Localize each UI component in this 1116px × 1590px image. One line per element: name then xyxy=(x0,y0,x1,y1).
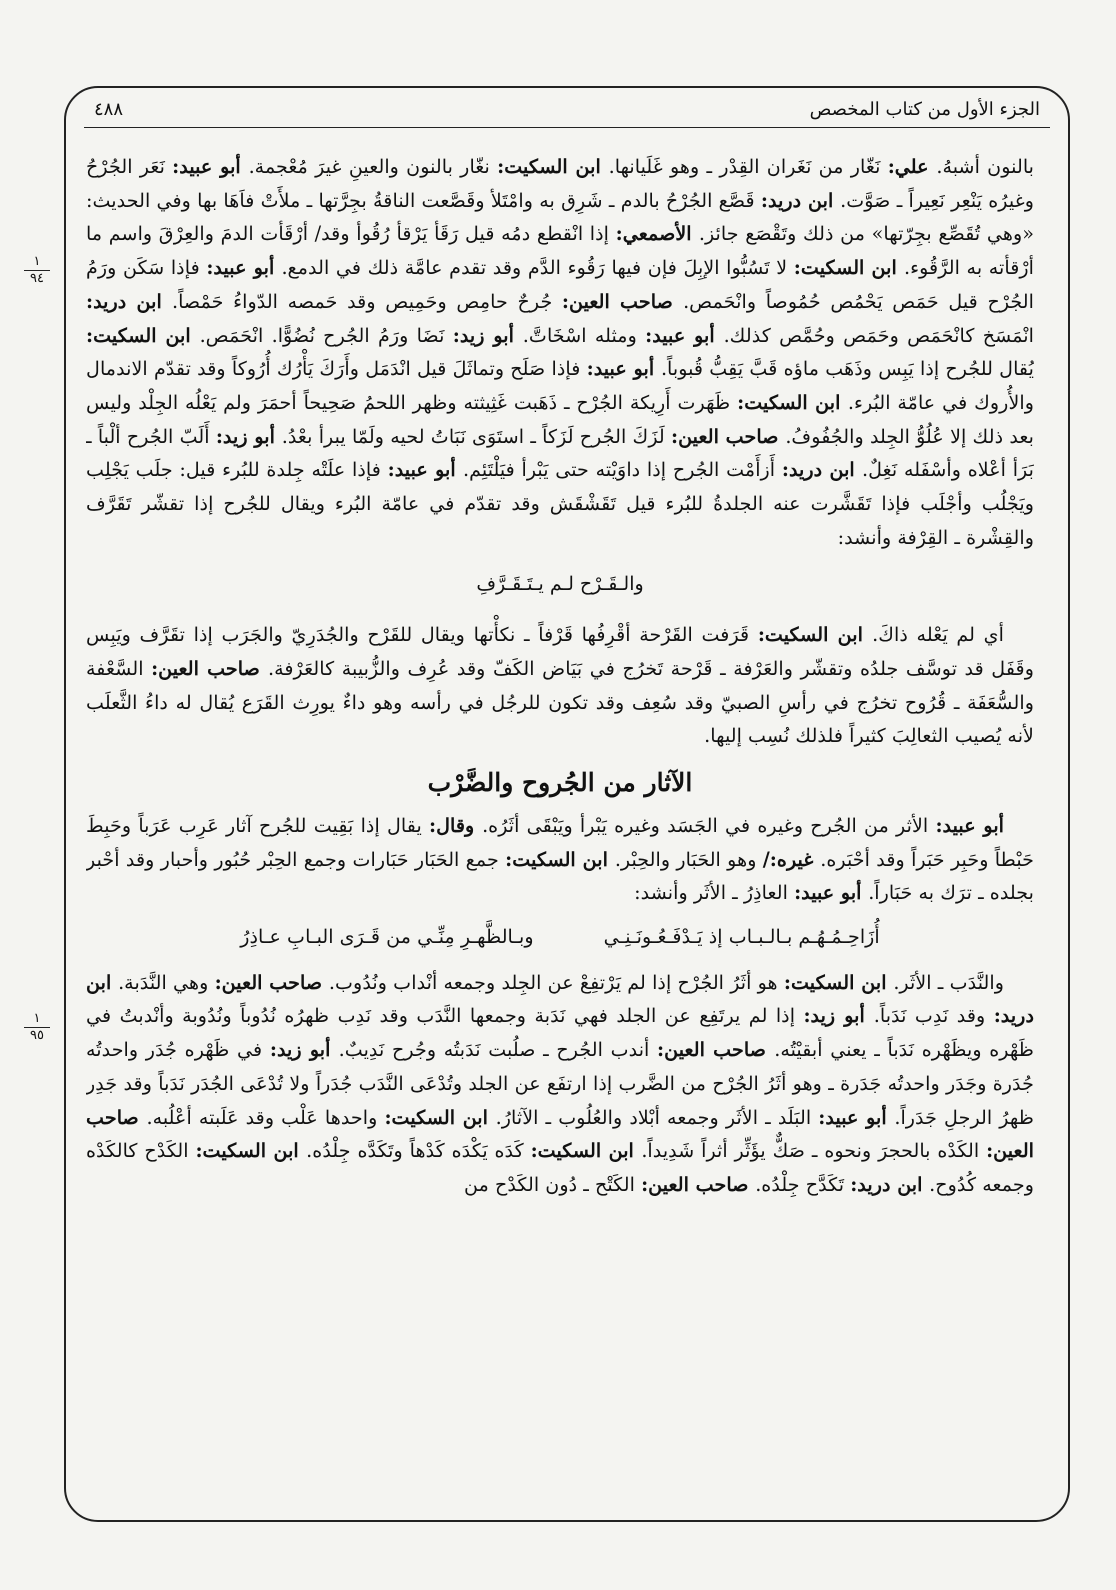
text-run: ومثله اسْخَاتَّ. xyxy=(522,323,646,347)
hemistich-first: أُزَاحِـمُـهُـم بـالـبـاب إذ يَـدْفَـعُـونَـنِـي xyxy=(603,925,880,949)
text-run: العاذِرُ ـ الأثَر وأنشد: xyxy=(634,881,795,905)
text-run: البَلَد ـ الأثَر وجمعه أبْلاد والعُلُوب ـ الآثارُ. xyxy=(495,1105,819,1129)
text-run: فإذا علَتْه جِلدة للبُرء قيل: جلَب يَجْلِب ويَجْلُب وأجْلَب فإذا تَقَشَّرت عنه الجلدةُ للبُرء قيل تَقَشْقَش وقد تقدّم في عامّة البُرء ويقال للجُرح إذا تقشّر تَقَرَّف والقِشْرة ـ القِرْفة وأنشد: xyxy=(86,458,1034,549)
text-run: جُرحٌ حامِص وحَمِيص وقد حَمصه الدّواءُ حَمْصاً. xyxy=(171,289,562,313)
speaker-name: ابن السكيت: xyxy=(384,1105,496,1129)
text-run: الكَدْه بالحجرَ ونحوه ـ صَكٌّ يؤَثِّر أثراً شَدِيداً. xyxy=(641,1139,987,1163)
speaker-name: ابن السكيت: xyxy=(783,970,894,994)
paragraph xyxy=(86,809,1034,910)
text-run: إذا انْقطع دمُه قيل رَقَأ يَرْقأ رُقُوأ وقد/ أرْقَأت الدمَ والعِرْقَ واسم ما أرْقأته به الرَّقُوء. xyxy=(86,222,1034,280)
text-run: قَصَّع الجُرْحُ بالدم ـ شَرِق به وامْتَلأ وقَصَّعت الناقةُ بجِرَّتها ـ ملأَتْ فاَهَا بها وفي الحديث: «وهي تُقَصِّع بجِرّتها» من ذلك وتَقْصَع جائز. xyxy=(86,188,1034,246)
margin-marker-95 xyxy=(22,1012,52,1043)
text-run: وهو الحَبَار والحِبْر. xyxy=(614,847,763,871)
speaker-name: ابن دريد: xyxy=(86,289,172,313)
text-run: أندب الجُرح ـ صلُبت نَدَبتُه وجُرح نَدِيبٌ. xyxy=(338,1038,658,1062)
speaker-name: علي: xyxy=(887,155,937,178)
text-run: واحدها عَلْب وقد عَلَبته أعْلُبه. xyxy=(146,1105,385,1129)
speaker-name: أبو زيد: xyxy=(269,1038,339,1062)
speaker-name: أبو عبيد: xyxy=(794,881,869,905)
speaker-name: ابن دريد: xyxy=(850,1172,930,1196)
speaker-name: ابن السكيت: xyxy=(757,623,873,647)
paragraph xyxy=(86,618,1034,753)
text-run: الكَدْح كالكَدْه وجمعه كُدُوح. xyxy=(86,1139,1034,1196)
speaker-name: أبو عبيد: xyxy=(818,1105,895,1129)
speaker-name: صاحب العين: xyxy=(670,424,786,448)
paragraph xyxy=(86,966,1034,1202)
speaker-name: ابن السكيت: xyxy=(793,256,904,280)
text-run: في ظَهْره جُدَر واحدتُه جُدَرة وجَدَر واحدتُه جَدَرة ـ وهو أثَرُ الجُرْح من الضَّرب إذا ارتفَع عن الجلد وتُدْعَى النَّدَب جُدَراً ولا تُدْعَى الجُدَر نَدَباً وقد جَدِر ظهرُ الرجلِ جَدَراً. xyxy=(86,1038,1034,1129)
running-header xyxy=(84,92,1050,128)
speaker-name: أبو عبيد: xyxy=(586,357,661,381)
text-run: لَزَكَ الجُرح لَزَكاً ـ استَوَى نَبَاتُ لحيه ولَمّا يبرأ بعْدُ. xyxy=(281,424,671,448)
text-run: أَزأَمْت الجُرح إذا داوَيْته حتى يَبْرأ فيَلْتَئِم. xyxy=(463,458,782,482)
text-run: إذا لم يرتَفِع عن الجلد فهي نَدَبة وجمعها النَّدَب وقد نَدِب ظهرُه نُدُوباً ونُدُوبة وأنْدبتُ في ظَهْره ويظَهْره نَدَباً ـ يعني أبقيْتُه. xyxy=(86,1004,1034,1062)
text-run: نَضَا ورَمُ الجُرح نُضُوًّا. انْحَمَص. xyxy=(199,323,453,347)
speaker-name: أبو عبيد: xyxy=(387,458,464,482)
text-run: أي لم يَعْله ذاكَ. xyxy=(872,623,1004,647)
text-run: هو أثَرُ الجُرْح إذا لم يَرْتفِعْ عن الجِلد وجمعه أنْداب ونُدُوب. xyxy=(328,970,784,994)
main-text xyxy=(86,150,1034,1500)
text-run: تَكَدَّح جِلْدُه. xyxy=(755,1172,851,1196)
speaker-name: أبو زيد: xyxy=(452,323,523,347)
text-run: ظَهَرت أَرِيكة الجُرْح ـ ذَهَبت غَثِيثته وظهر اللحمُ صَحِيحاً أحمَرَ ولم يَعْلُه الجِلْد وليس بعد ذلك إلا عُلُوُّ الجِلد والجُفُوفُ. xyxy=(86,390,1034,448)
header-title: الجزء الأول من كتاب المخصص xyxy=(809,99,1040,120)
speaker-name: ابن السكيت: xyxy=(530,1139,642,1163)
hemistich-second: وبـالظَّهـرِ مِنِّـي من قَـرَى البـابِ عـاذِرُ xyxy=(240,925,534,949)
verse-line: والـقَـرْح لـم يـتَـقَـرَّفِ xyxy=(476,573,644,596)
poetry-couplet xyxy=(86,920,1034,954)
text-run: وهي النَّدَبة. xyxy=(118,970,215,994)
text-run: نَغّار من نَغَران القِدْر ـ وهو غَلَيانها. xyxy=(608,155,888,178)
margin-marker-top: ١ xyxy=(33,254,41,269)
margin-marker-bottom: ٩٤ xyxy=(30,271,44,286)
text-run: يقال إذا بَقِيت للجُرح آثار عَرِب عَرَباً وحَبِطَ حَبْطاً وحَبِر حَبَراً وقد أحْبَره. xyxy=(86,813,1034,871)
speaker-name: ابن السكيت: xyxy=(195,1139,307,1163)
speaker-name: صاحب العين: xyxy=(86,1105,1034,1163)
text-run: السَّعْفة والسُّعَفَة ـ قُرُوح تخرُج في رأسِ الصبيّ وقد سُعِف وقد تكون للرجُل في رأسه وهو داءٌ يورِث القَرَع يُقال له داءُ الثَّعلَب لأنه يُصيب الثعالِبَ كثيراً فلذلك نُسِب إليها. xyxy=(86,656,1034,748)
speaker-name: ابن السكيت: xyxy=(737,390,848,414)
speaker-name: الأصمعي: xyxy=(615,222,699,246)
section-heading: الآثار من الجُروح والضَّرْب xyxy=(427,767,693,797)
text-run: نغّار بالنون والعينِ غيرَ مُعْجمة. xyxy=(248,155,498,178)
speaker-name: وقال: xyxy=(428,813,483,837)
text-run: انْمَسَخ كانْحَمَص وحَمَص وحُمَّص كذلك. xyxy=(723,323,1034,347)
paragraph xyxy=(86,150,1034,554)
text-run: الأثر من الجُرح وغيره في الجَسَد وغيره يَبْرأ ويَبْقَى أثَرُه. xyxy=(482,813,936,837)
speaker-name: صاحب العين: xyxy=(657,1038,775,1062)
text-run: أَلَبّ الجُرح ألْباً ـ بَرَأ أعْلاه وأسْفَله نَغِلٌ. xyxy=(86,424,1034,482)
text-run: نَعَر الجُرْحُ وغيرُه يَنْعِر نَعِيراً ـ صَوَّت. xyxy=(86,155,1034,212)
text-run: وقد نَدِب نَدَباً. xyxy=(873,1004,994,1028)
speaker-name: ابن السكيت: xyxy=(505,847,615,871)
speaker-name: أبو زيد: xyxy=(803,1004,874,1028)
speaker-name: ابن السكيت: xyxy=(497,155,609,178)
speaker-name: صاحب العين: xyxy=(561,289,684,313)
speaker-name: أبو عبيد: xyxy=(206,256,282,280)
text-run: فإذا صَلَح وتماثَلَ قيل انْدَمَل وأَرَكَ يَأْرُك أُرُوكاً وقد تقدّم الاندمال والأُروك في عامّة البُرء. xyxy=(86,357,1034,414)
speaker-name: أبو عبيد: xyxy=(172,155,249,178)
speaker-name: غيره:/ xyxy=(762,847,821,871)
text-run: لا تَسُبُّوا الإبِلَ فإن فيها رَقُوء الدَّم وقد تقدم عامَّة ذلك في الدمع. xyxy=(281,256,794,280)
text-run: بالنون أشبهُ. xyxy=(936,155,1034,178)
page-number: ٤٨٨ xyxy=(94,99,124,120)
text-run: جمع الحَبَار حَبَارات وجمع الحِبْر حُبُور وأحبار وقد أحْبر بجلده ـ ترَك به حَبَاراً. xyxy=(86,847,1034,905)
text-run: والنَّدَب ـ الأثَر. xyxy=(893,970,1004,994)
text-run: يُقال للجُرح إذا يَبِس وذَهَب ماؤه قَبَّ يَقِبُّ قُبوباً. xyxy=(660,357,1034,381)
text-run: قَرَفت القَرْحة أقْرِفُها قَرْفاً ـ نكأْتها ويقال للقَرْح والجُدَرِيّ والجَرَب إذا تقَرَّف ويَبِس وقَفَل قد توسَّف جلدُه وتقشّر والعَرْفة ـ قَرْحة تَخرُج في بَيَاض الكَفّ وقد عُرِف والزُّبيبة كالعَرْفة. xyxy=(86,623,1034,680)
speaker-name: صاحب العين: xyxy=(641,1172,756,1196)
text-run: الكَتْح ـ دُون الكَدْح من xyxy=(463,1172,642,1196)
speaker-name: صاحب العين: xyxy=(214,970,329,994)
text-run: كَدَه يَكْدَه كَدْهاً وتَكَدَّه جِلْدُه. xyxy=(306,1139,531,1163)
speaker-name: ابن السكيت: xyxy=(86,323,200,347)
speaker-name: ابن دريد: xyxy=(760,188,841,212)
speaker-name: أبو عبيد: xyxy=(935,813,1004,837)
speaker-name: صاحب العين: xyxy=(151,656,268,680)
margin-marker-top: ١ xyxy=(33,1011,41,1026)
speaker-name: ابن دريد: xyxy=(86,970,1034,1028)
margin-marker-94 xyxy=(22,255,52,286)
margin-marker-bottom: ٩٥ xyxy=(30,1028,44,1043)
text-run: فإذا سَكَن ورَمُ الجُرْح قيل حَمَص يَحْمُص حُمُوصاً وانْحَمص. xyxy=(86,256,1034,313)
speaker-name: ابن دريد: xyxy=(781,458,863,482)
speaker-name: أبو زيد: xyxy=(215,424,282,448)
speaker-name: أبو عبيد: xyxy=(645,323,724,347)
